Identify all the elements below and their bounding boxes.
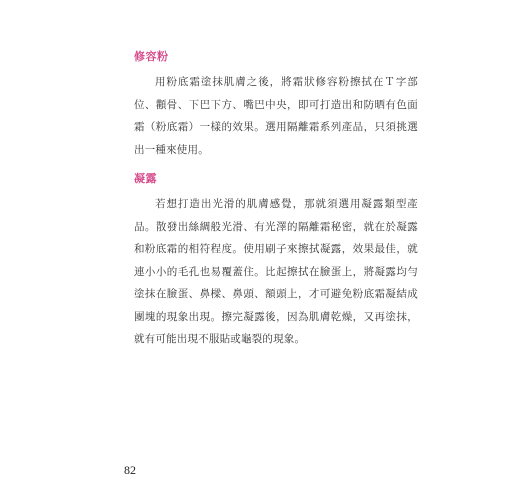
section-body: 若想打造出光滑的肌膚感覺，那就須選用凝露類型產品。散發出絲綢般光滑、有光澤的隔離霜秘密，就在於凝露和粉底霜的相符程度。使用刷子來擦拭凝露，效果最佳，就連小小的毛孔也易覆蓋住。比起擦拭在臉蛋上，將凝露均勻塗抹在臉蛋、鼻樑、鼻頭、額頭上，才可避免粉底霜凝結成團塊的現象出現。擦完凝露後，因為肌膚乾燥，又再塗抹，就有可能出現不服貼或龜裂的現象。 bbox=[134, 198, 418, 345]
section-gel bbox=[134, 172, 418, 351]
page-number: 82 bbox=[124, 463, 136, 477]
section-body: 用粉底霜塗抹肌膚之後，將霜狀修容粉擦拭在Ｔ字部位、顴骨、下巴下方、嘴巴中央，即可打造出和防晒有色面霜（粉底霜）一樣的效果。選用隔離霜系列產品，只須挑選出一種來使用。 bbox=[134, 76, 418, 156]
section-contour-powder bbox=[134, 50, 418, 161]
section-heading: 凝露 bbox=[134, 172, 157, 185]
section-heading: 修容粉 bbox=[134, 50, 169, 63]
